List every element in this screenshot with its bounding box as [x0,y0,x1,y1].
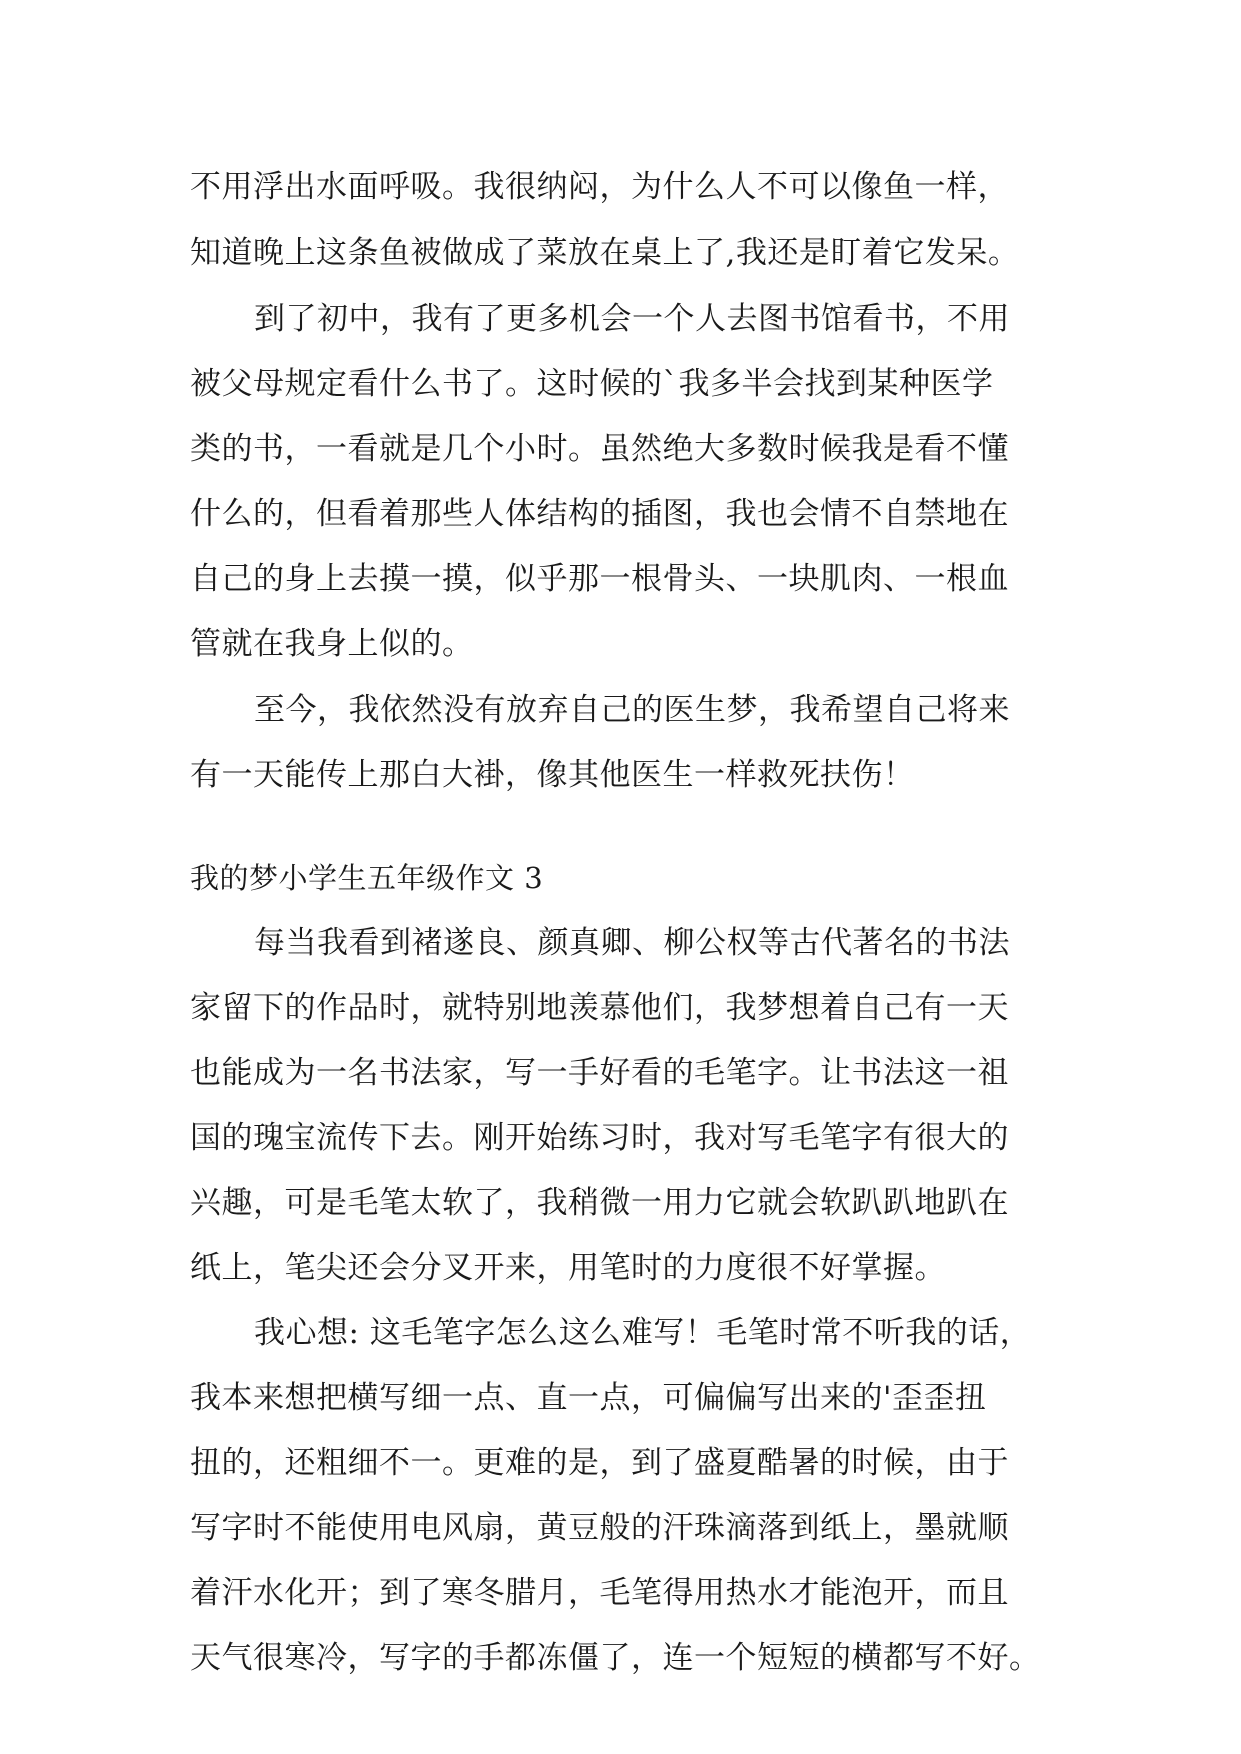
text-line: 写字时不能使用电风扇，黄豆般的汗珠滴落到纸上，墨就顺 [190,1510,1009,1546]
paragraph-first-line: 至今，我依然没有放弃自己的医生梦，我希望自己将来 [254,692,1010,728]
paragraph-first-line: 每当我看到褚遂良、颜真卿、柳公权等古代著名的书法 [254,925,1010,961]
text-line: 着汗水化开；到了寒冬腊月，毛笔得用热水才能泡开，而且 [190,1575,1009,1611]
text-line: 我本来想把横写细一点、直一点，可偏偏写出来的'歪歪扭 [190,1380,987,1416]
text-line: 被父母规定看什么书了。这时候的`我多半会找到某种医学 [190,366,994,402]
text-line: 管就在我身上似的。 [190,626,474,662]
text-line: 扭的，还粗细不一。更难的是，到了盛夏酷暑的时候，由于 [190,1445,1009,1481]
paragraph-first-line: 到了初中，我有了更多机会一个人去图书馆看书，不用 [254,301,1010,337]
text-line: 国的瑰宝流传下去。刚开始练习时，我对写毛笔字有很大的 [190,1120,1009,1156]
text-line: 兴趣，可是毛笔太软了，我稍微一用力它就会软趴趴地趴在 [190,1185,1009,1221]
text-line: 有一天能传上那白大褂，像其他医生一样救死扶伤！ [190,757,915,793]
paragraph-first-line: 我心想: 这毛笔字怎么这么难写！毛笔时常不听我的话， [254,1315,1032,1351]
text-line: 家留下的作品时，就特别地羡慕他们，我梦想着自己有一天 [190,990,1009,1026]
text-line: 不用浮出水面呼吸。我很纳闷，为什么人不可以像鱼一样， [190,169,1009,205]
text-line: 什么的，但看着那些人体结构的插图，我也会情不自禁地在 [190,496,1009,532]
text-line: 也能成为一名书法家，写一手好看的毛笔字。让书法这一祖 [190,1055,1009,1091]
text-line: 类的书，一看就是几个小时。虽然绝大多数时候我是看不懂 [190,431,1009,467]
section-heading: 我的梦小学生五年级作文 3 [190,861,544,895]
text-line: 自己的身上去摸一摸，似乎那一根骨头、一块肌肉、一根血 [190,561,1009,597]
text-line: 天气很寒冷，写字的手都冻僵了，连一个短短的横都写不好。 [190,1640,1041,1676]
text-line: 知道晚上这条鱼被做成了菜放在桌上了,我还是盯着它发呆。 [190,235,1020,271]
text-line: 纸上，笔尖还会分叉开来，用笔时的力度很不好掌握。 [190,1250,946,1286]
